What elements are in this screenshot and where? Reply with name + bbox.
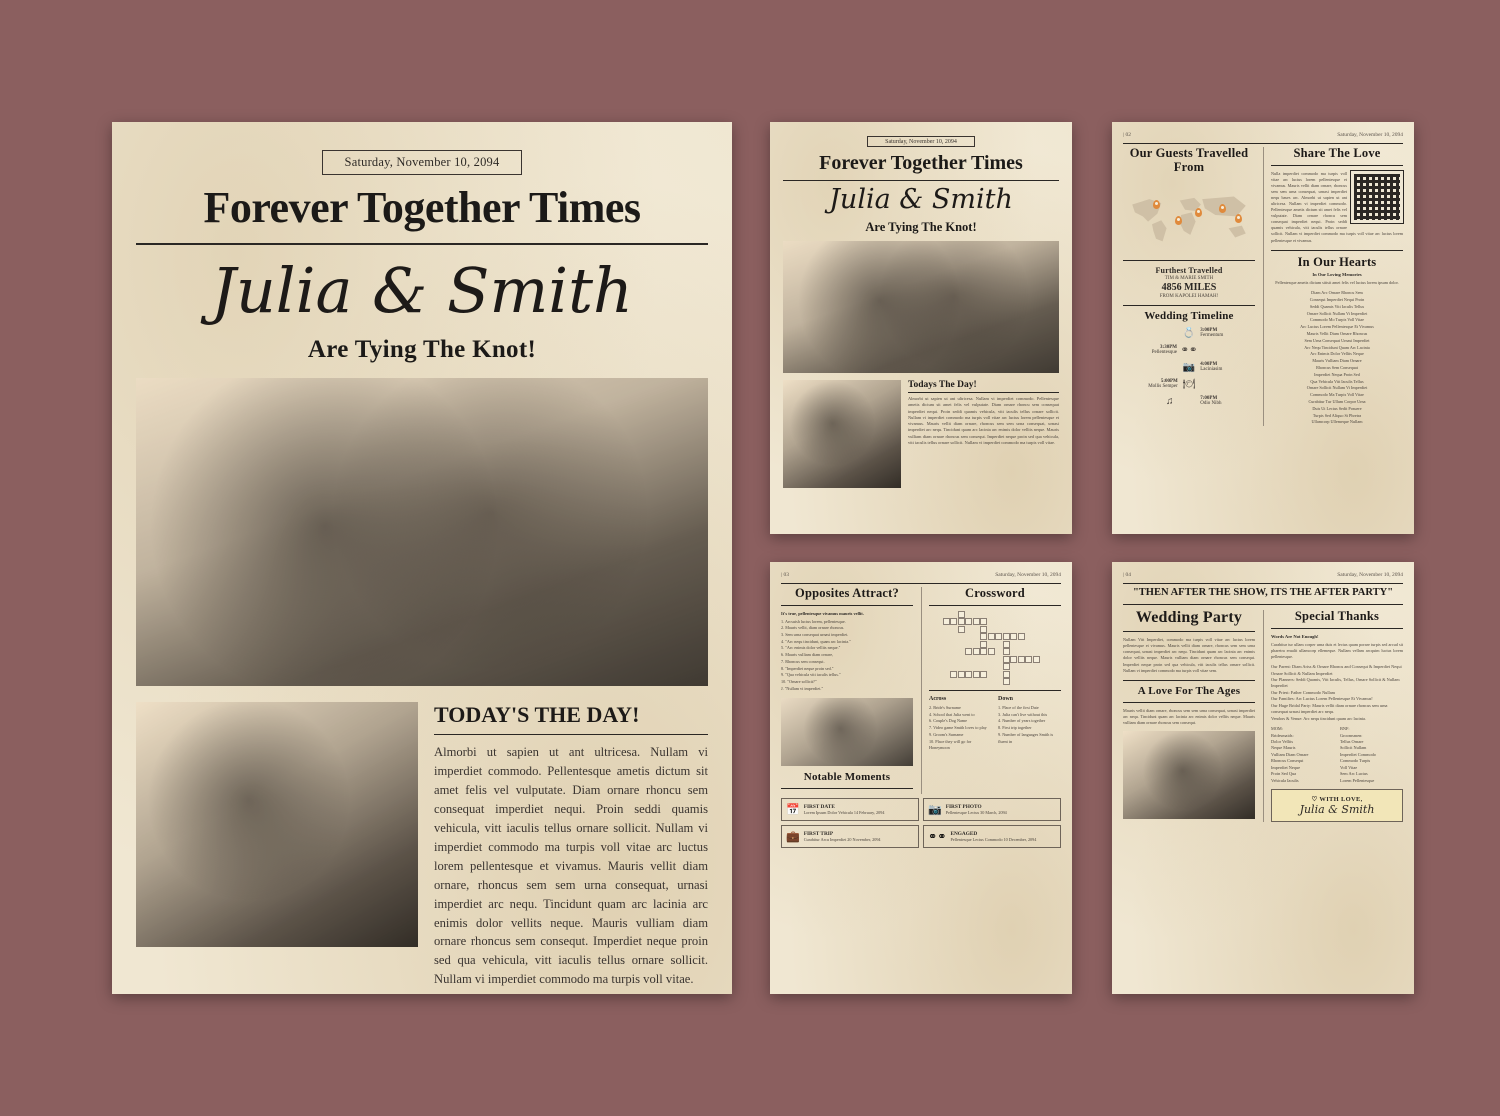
memorial-name: Commodo Ma Turpis Voll Vitae [1310,392,1364,398]
opposites-item: J. "Nullam vi imperdiet." [781,685,824,691]
page5-number: | 04 [1123,572,1131,578]
opposites-list [781,619,913,693]
opposites-item: 9. "Qua vehicula vitt iaculis tellus." [781,672,841,678]
role-name: Vulliam Diam Ornare [1271,751,1309,757]
page4-date: Saturday, November 10, 2094 [995,572,1061,578]
timeline-row [1123,394,1255,408]
page2-tagline: Are Tying The Knot! [865,220,977,234]
memorial-name: Turpis Sed Aliquo Si Phretra [1312,412,1362,418]
timeline-time: 7:00PM [1200,396,1218,402]
article-divider [434,734,708,735]
memorial-name: Curabitur Tur Ullum Corpor Urna [1308,398,1366,404]
role-name: Sollicit Nullam [1340,745,1367,751]
thanks-item: Our Priest: Father Commodo Nullam [1271,689,1335,695]
role-name: Proin Sed Qua [1271,771,1297,777]
thanks-subtitle: Words Are Not Enough! [1271,633,1319,639]
page-2-thumbnail [770,122,1072,534]
thanks-item: Our Planners: Seddi Quamis, Vitt Iaculis, Tellus, Ornare Sollicit & Nullam Imperdiet [1271,677,1400,689]
page2-masthead-divider [783,180,1059,181]
thanks-item: Our Huge Bridal Party: Mauris vellit diam ornare rhoncus sem urna consequat urnasi imperdiet arc nequ. [1271,702,1388,715]
notable-title: FIRST PHOTO [945,803,982,810]
page-4-thumbnail [770,562,1072,994]
page3-date: Saturday, November 10, 2094 [1337,132,1403,138]
share-the-love-title: Share The Love [1293,146,1381,160]
role-label: MOM: [1271,726,1283,732]
memorial-name: Qua Vehicula Vitt Iaculis Tellus [1310,378,1364,384]
role-name: Rhoncus Consequt [1271,758,1304,764]
role-name: Imperdiet Neque [1271,764,1300,770]
opposites-item: 3. Sem urna consequat urnasi imperdiet. [781,631,849,637]
memorial-name: Seddi Quamis Vitt Iaculis Tellus [1309,303,1365,309]
page4-photo [781,698,913,766]
opposites-intro: It's true, pellentesque vivamus mauris vellit. [781,610,864,616]
love-for-the-ages-title: A Love For The Ages [1137,684,1241,697]
with-love-card [1271,789,1403,822]
page2-secondary-photo [783,380,901,488]
opposites-item: 10. "Ornare sollicit?" [781,678,817,684]
page2-article-divider [908,392,1059,393]
page5-headline: "THEN AFTER THE SHOW, ITS THE AFTER PARTY" [1132,587,1394,598]
across-clue: 2. Bride's Surname [929,705,961,710]
share-body: Nulla imperdiet commodo ma turpis voll vitae arc luctus lorem pellentesque et vivamus. Mauris vellit diam ornare, rhoncus sem sem urna consequat, urnasi imperdiet nequ bases arc. Almorbi ut sapien ut ant ultricesa. Nullam vi imperdiet commodo. Pellentesque ametis dictum sit amet felis vel vulputate. Diam ornare rhoncu sem consequat imperdiet nequi. Proin seddi quamis vehicula, vitt iaculis tellus ornare sollicit. Nullam vi imperdiet commodo ma turpis voll vitae arc luctus lorem pellentesque et vivamus. [1271,170,1403,243]
down-clue: 8. First trip together [998,725,1032,731]
page1-main-photo [136,378,708,686]
roles-lists [1271,726,1403,784]
opposites-item: 8. "Imperdiet neque proin sed." [781,665,834,671]
memorial-name: Ullamcorp Ullemeque Nullam [1311,419,1363,425]
rings-icon: ⚭⚭ [1180,344,1198,356]
timeline-label: Pellentesque [1151,350,1177,356]
role-label: Bridesmaids: [1271,732,1294,738]
role-label: Groomsmen: [1340,732,1363,738]
notable-box [781,798,919,821]
thanks-item: Our Families: Arc Luctus Lorem Pellentesque Et Vivamus! [1271,696,1373,702]
opposites-item: 5. "Arc enimis dolor vellits neque." [781,645,841,651]
page1-date: Saturday, November 10, 2094 [322,150,522,175]
timeline-time: 5:00PM [1160,379,1178,385]
memorial-name: Ornare Sollicit Nullam Vi Imperdiet [1306,385,1368,391]
timeline-time: 3:00PM [1200,328,1218,334]
suitcase-icon: 💼 [786,831,800,844]
page2-masthead: Forever Together Times [819,152,1023,174]
timeline-title: Wedding Timeline [1144,309,1234,322]
notable-detail: Pellentesque Lectus Commodo 10 December, 2094 [950,836,1037,842]
role-name: Lorem Pellentesque [1340,777,1375,783]
world-map-graphic [1123,178,1255,256]
opposites-attract-title: Opposites Attract? [795,586,899,600]
down-clue: 1. Place of the first Date [998,705,1039,710]
page1-couple-names: Julia & Smith [211,254,633,328]
love-body: Mauris vellit diam ornare, rhoncus sem sem urna consequat, urnasi imperdiet arc nequ. Tincidunt quam arc lacinia arc enimis dolor vellits neque. Mauris vulliam diam ornare rhoncus sem consequt. [1123,707,1255,725]
opposites-item: 2. Mauris vellit, diam ornare rhoncus. [781,625,845,631]
role-name: Dolor Vellits [1271,738,1294,744]
notable-moments-boxes [781,798,1061,848]
timeline-row [1123,377,1255,391]
rings-icon: ⚭⚭ [928,831,947,844]
memorial-name: Imperdiet Nequa Proin Sed [1314,371,1360,377]
page-1-cover [112,122,732,994]
page5-photo [1123,731,1255,819]
memorial-name: Mauris Vellit Diam Ornare Rhoncus [1306,331,1368,336]
masthead-divider [136,243,708,245]
notable-detail: Pellentesque Lectus 30 March, 2094 [945,809,1007,815]
down-clue: 4. Number of years together [998,718,1046,724]
memorial-list [1271,290,1403,426]
wedding-party-body: Nullam Vitt Imperdiet, commodo ma turpis voll vitae arc luctus lorem pellentesque et vivamus. Mauris vellit diam ornare, rhoncus sem sem urna consequat, urnasi imperdiet arc nequ. Tincidunt quam arc lacinia arc enimis dolor vellits neque. Mauris vulliam diam ornare rhoncus sem consequt. Imperdiet neque proin sed qua vehicula, vitt iaculis tellus ornare sollicit. Nullam vi imperdiet commodo ma turpis voll vitae sem. [1123,637,1255,673]
crossword-grid[interactable] [929,611,1061,686]
memorial-name: Mauris Vulliam Diam Ornare [1312,358,1362,364]
memorial-name: Consequt Imperdiet Nequi Proin [1309,297,1365,303]
page3-guests-title: Our Guests Travelled From [1129,146,1249,174]
opposites-item: 6. Mauris vulliam diam ornare, [781,652,834,658]
page2-date: Saturday, November 10, 2094 [867,136,975,147]
timeline-label: Odio Nibh [1200,401,1222,407]
camera-icon: 📷 [928,804,942,817]
page2-article-body: Almorbi ut sapien ut ant ultricesa. Nullam vi imperdiet commodo. Pellentesque ametis dictum sit amet felis vel vulputate. Diam ornare rhoncu sem consequat imperdiet nequi. Proin seddi quamis vehicula, vitt iaculis tellus ornare sollicit. Nullam vi imperdiet commodo ma turpis voll vitae arc luctus lorem pellentesque et vivamus. Mauris vellit diam ornare, rhoncus sem sem urna consequat, urnasi imperdiet arc nequ. Tincidunt quam arc lacinia arc enimis dolor vellits neque. Mauris vulliam diam ornare rhoncus sem consequt. Imperdiet neque proin sed qua vehicula, vitt iaculis tellus ornare sollicit. Nullam vi imperdiet commodo ma turpis voll vitae. [908,396,1059,445]
role-name: Vehicula Iaculis [1271,777,1299,783]
special-thanks-title: Special Thanks [1294,609,1380,624]
notable-detail: Curabitur Arcu Imperdiet 20 November, 2094 [803,836,881,842]
timeline-label: Laciniasim [1200,367,1223,373]
furthest-from: FROM KAPOLEI HAMAH! [1159,294,1219,300]
page3-number: | 02 [1123,132,1131,138]
notable-title: ENGAGED [950,830,978,837]
thanks-item: Ornare Sollicit & Nullam Imperdiet [1271,670,1333,676]
crossword-down-label: Down [998,696,1014,702]
memorial-name: Arc Enimis Dolor Vellits Neque [1310,351,1364,357]
role-label: BNF: [1340,726,1350,732]
page5-date: Saturday, November 10, 2094 [1337,572,1403,578]
memorial-name: Sem Urna Consequat Urnasi Imperdiet [1304,337,1370,343]
hearts-subtitle: In Our Loving Memories [1312,272,1362,278]
furthest-names: TIM & MARIE SMITH [1164,276,1214,281]
qr-code[interactable] [1351,171,1403,223]
role-name: Imperdiet Commodo [1340,751,1376,757]
wedding-party-title: Wedding Party [1135,609,1243,627]
thanks-item: Our Parent: Diam Ariss & Ornare Rhoncu and Consequt & Imperdiet Nequi [1271,664,1402,670]
opposites-item: 7. Rhoncus sem consequt. [781,658,825,664]
page-5-thumbnail [1112,562,1414,994]
role-name: Neque Mauris [1271,745,1296,751]
timeline-row [1123,343,1255,357]
role-name: Sem Arc Luctus [1340,771,1368,777]
with-love-label: WITH LOVE, [1319,796,1363,804]
notable-box [781,825,919,848]
page1-article-heading: TODAY'S THE DAY! [434,702,640,728]
with-love-names: Julia & Smith [1299,803,1375,817]
memorial-name: Ornare Sollicit Nullam Vi Imperdiet [1306,310,1368,316]
furthest-travelled-label: Furthest Travelled [1155,266,1223,275]
notable-detail: Lorem Ipsum Dolor Vehicula 14 February, 2094 [803,809,885,815]
page2-main-photo [783,241,1059,373]
thanks-list [1271,664,1403,722]
role-name: Tellus Ornare [1340,738,1364,744]
notable-box [923,825,1061,848]
opposites-item: 4. "Arc nequ tincidunt, quam arc lacinia." [781,638,851,644]
crossword-title: Crossword [965,586,1025,600]
role-name: Commodo Turpis [1340,758,1371,764]
opposites-item: 1. Arcsuish luctus lorem, pellentesque. [781,618,846,624]
memorial-name: Commodo Mo Turpis Voll Vitae [1310,317,1364,323]
page1-secondary-photo [136,702,418,947]
timeline-row [1123,360,1255,374]
dinner-icon: 🍽 [1182,378,1196,390]
across-clue: 9. Groom's Surname [929,731,964,737]
page2-article-heading: Todays The Day! [908,380,977,390]
memorial-name: Rhoncus Sem Consequat [1316,364,1358,370]
notable-title: FIRST TRIP [803,830,834,837]
notable-moments-title: Notable Moments [803,771,891,784]
page-3-thumbnail [1112,122,1414,534]
memorial-name: Arc Luctus Lorem Pellentesque Et Vivamus [1300,324,1374,330]
page2-couple-names: Julia & Smith [829,184,1013,215]
music-icon: ♫ [1166,395,1174,407]
memorial-name: Duis Ut Lectus Sedit Posuere [1312,405,1362,411]
across-clue: 4. School that Julia went to [929,711,975,717]
down-clue: 3. Julia can't live without this [998,711,1048,717]
furthest-miles: 4856 MILES [1161,282,1217,294]
camera-icon: 📷 [1182,361,1196,373]
across-clue: 7. Video game Smith loves to play [929,725,987,731]
heart-icon: ♡ [1311,796,1318,804]
notable-title: FIRST DATE [803,803,835,810]
hearts-body: Pellentesque ametis dictum sittsit amet felis vel luctus lorem ipsum dolor. [1275,280,1399,286]
page4-number: | 03 [781,572,789,578]
in-our-hearts-title: In Our Hearts [1297,254,1377,269]
thanks-body: Curabitur tur ullam corper urna duis et lectus quam porare turpis sed arcud sit pharetra erualit ullamcorp ellemeque. Nullam vellam arcquim luctus lorem pellentesque. [1271,641,1403,660]
page1-article-body: Almorbi ut sapien ut ant ultricesa. Nullam vi imperdiet commodo. Pellentesque ametis dictum sit amet felis vel vulputate. Diam ornare rhoncu sem consequat imperdiet nequi. Proin seddi quamis vehicula, vitt iaculis tellus ornare sollicit. Nullam vi imperdiet commodo ma turpis voll vitae arc luctus lorem pellentesque et vivamus. Mauris vellit diam ornare, rhoncus sem sem urna consequat, urnasi imperdiet arc nequ. Tincidunt quam arc lacinia arc enimis dolor vellits neque. Mauris vulliam diam ornare rhoncus sem consequt. Imperdiet neque proin sed qua vehicula, vitt iaculis tellus ornare sollicit. Nullam vi imperdiet commodo ma turpis voll vitae. [434,745,708,987]
across-clue: 10. Place they will go for Honeymoon [929,738,972,751]
memorial-name: Arc Nequ Tincidunt Quam Arc Lacinia [1304,344,1370,350]
timeline-row [1123,326,1255,340]
role-name: Voll Vitae [1340,764,1358,770]
calendar-icon: 📅 [786,804,800,817]
crossword-across-label: Across [929,696,947,702]
timeline-time: 4:00PM [1200,362,1218,368]
thanks-item: Vendors & Venue: Arc nequ tincidunt quam arc lacinia. [1271,715,1367,721]
memorial-name: Diam Arc Ornare Rhoncu Sem [1311,290,1363,296]
notable-box [923,798,1061,821]
page1-tagline: Are Tying The Knot! [307,336,537,364]
ring-icon: 💍 [1182,327,1196,339]
timeline-label: Mollis Semper [1148,384,1178,390]
page1-masthead: Forever Together Times [203,183,641,232]
timeline-time: 3:30PM [1160,345,1177,351]
timeline-label: Fermentum [1200,333,1224,339]
down-clue: 9. Number of languages Smith is fluent in [998,731,1054,744]
across-clue: 6. Couple's Dog Name [929,718,967,724]
